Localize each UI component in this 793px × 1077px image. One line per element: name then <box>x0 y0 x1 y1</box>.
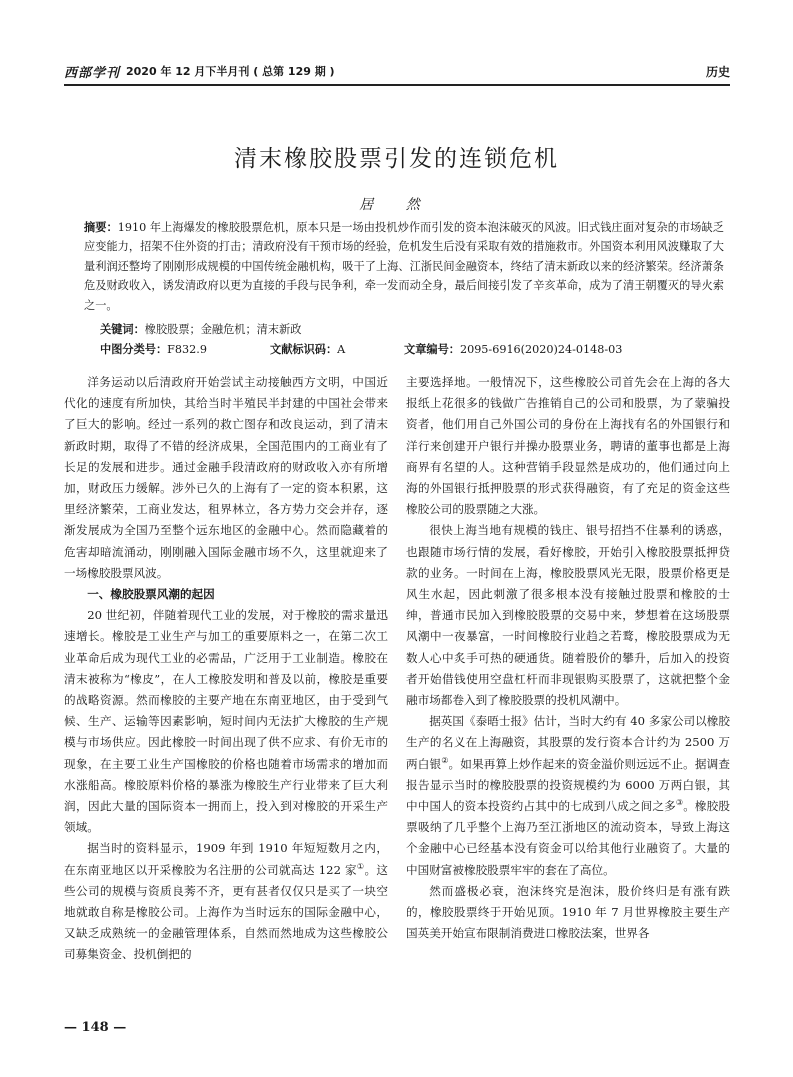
abstract-label: 摘要： <box>84 221 118 234</box>
keywords-label: 关键词： <box>100 323 145 336</box>
article-no-label: 文章编号： <box>404 343 460 356</box>
keywords-text: 橡胶股票；金融危机；清末新政 <box>144 323 302 336</box>
doc-code-label: 文献标识码： <box>270 343 338 356</box>
body-column-right <box>406 372 730 944</box>
article-no-value: 2095-6916(2020)24-0148-03 <box>459 343 623 356</box>
section-label: 历史 <box>705 65 730 79</box>
footnote-marker: ③ <box>675 798 684 808</box>
abstract <box>84 218 724 315</box>
running-header <box>64 58 730 86</box>
abstract-text: 1910 年上海爆发的橡胶股票危机，原本只是一场由投机炒作而引发的资本泡沫破灭的风波。旧式钱庄面对复杂的市场缺乏应变能力，招架不住外资的打击；清政府没有干预市场的经验，危机发生后没有采取有效的措施救市。外国资本利用风波赚取了大量利润还整垮了刚刚形成规模的中国传统金融机构，吸干了上海、江浙民间金融资本，终结了清末新政以来的经济繁荣。经济萧条危及财政收入，诱发清政府以更为直接的手段与民争利，牵一发而动全身，最后间接引发了辛亥革命，成为了清王朝覆灭的导火索之一。 <box>84 221 724 312</box>
keywords <box>100 320 720 339</box>
paragraph: 20 世纪初，伴随着现代工业的发展，对于橡胶的需求量迅速增长。橡胶是工业生产与加工的重要原料之一，在第二次工业革命后成为现代工业的必需品，广泛用于工业制造。橡胶在清末被称为“橡皮”，在人工橡胶发明和普及以前，橡胶是重要的战略资源。然而橡胶的主要产地在东南亚地区，由于受到气候、生产、运输等因素影响，短时间内无法扩大橡胶的生产规模与市场供应。因此橡胶一时间出现了供不应求、有价无市的现象，在主要工业生产国橡胶的价格也随着市场需求的增加而水涨船高。橡胶原料价格的暴涨为橡胶生产行业带来了巨大利润，因此大量的国际资本一拥而上，投入到对橡胶的开采生产领域。 <box>64 608 388 835</box>
paragraph <box>406 711 730 881</box>
issue-info: 2020 年 12 月下半月刊 ( 总第 129 期 ) <box>126 65 335 78</box>
body-column-left <box>64 372 388 966</box>
paragraph-text: 。如果再算上炒作起来的资金溢价则远远不止。据调查报告显示当时的橡胶股票的投资规模约为 6000 万两白银，其中中国人的资本投资约占其中的七成到八成之间之多 <box>406 756 730 814</box>
clc-label: 中图分类号： <box>100 343 168 356</box>
paragraph: 然而盛极必衰，泡沫终究是泡沫，股价终归是有涨有跌的，橡胶股票终于开始见顶。1910 年 7 月世界橡胶主要生产国英美开始宣布限制消费进口橡胶法案，世界各 <box>406 883 730 941</box>
paragraph-text: 据英国《泰晤士报》估计，当时大约有 40 多家公司以橡胶生产的名义在上海融资，其股票的发行资本合计约为 2500 万两白银 <box>406 714 730 771</box>
section-heading: 一、橡胶股票风潮的起因 <box>87 587 215 602</box>
clc-value: F832.9 <box>167 343 207 356</box>
paragraph <box>64 838 388 965</box>
paragraph: 主要选择地。一般情况下，这些橡胶公司首先会在上海的各大报纸上花很多的钱做广告推销自己的公司和股票，为了蒙骗投资者，他们用自己外国公司的身份在上海找有名的外国银行和洋行来创建开户银行并操办股票业务，聘请的董事也都是上海商界有名望的人。这种营销手段显然是成功的，他们通过向上海的外国银行抵押股票的形式获得融资，有了充足的资金这些橡胶公司的股票随之大涨。 <box>406 375 730 517</box>
footnote-marker: ② <box>441 755 449 765</box>
paragraph-text: 据当时的资料显示，1909 年到 1910 年短短数月之内，在东南亚地区以开采橡胶为名注册的公司就高达 122 家 <box>64 841 388 877</box>
clc-code <box>100 340 207 359</box>
article-author: 居 然 <box>359 197 434 213</box>
page-number: — 148 — <box>64 1020 127 1035</box>
paragraph: 洋务运动以后清政府开始尝试主动接触西方文明，中国近代化的速度有所加快，其给当时半殖民半封建的中国社会带来了巨大的影响。经过一系列的救亡图存和改良运动，到了清末新政时期，取得了不错的经济成果，全国范围内的工商业有了长足的发展和进步。通过金融手段清政府的财政收入亦有所增加，财政压力缓解。涉外已久的上海有了一定的资本积累，这里经济繁荣，工商业发达，租界林立，各方势力交会并存，逐渐发展成为全国乃至整个远东地区的金融中心。然而隐藏着的危害却暗流涌动，刚刚融入国际金融市场不久，这里就迎来了一场橡胶股票风波。 <box>64 375 388 580</box>
paragraph-text: 。橡胶股票吸纳了几乎整个上海乃至江浙地区的流动资本，导致上海这个金融中心已经基本没有资金可以给其他行业融资了。大量的中国财富被橡胶股票牢牢的套在了高位。 <box>406 799 730 877</box>
doc-code <box>270 340 345 359</box>
paragraph: 很快上海当地有规模的钱庄、银号招挡不住暴利的诱惑，也跟随市场行情的发展，看好橡胶，开始引入橡胶股票抵押贷款的业务。一时间在上海，橡胶股票风光无限，股票价格更是风生水起，因此刺激了很多根本没有接触过股票和橡胶的士绅，普通市民加入到橡胶股票的交易中来，梦想着在这场股票风潮中一夜暴富，一时间橡胶行业趋之若鹜，橡胶股票成为无数人心中炙手可热的硬通货。随着股价的攀升，后加入的投资者开始借钱使用空盘杠杆而非现银购买股票了，这就把整个金融市场都卷入到了橡胶股票的投机风潮中。 <box>406 523 730 708</box>
doc-code-value: A <box>337 343 346 356</box>
journal-logo: 西部学刊 <box>64 66 121 81</box>
article-number <box>404 340 622 359</box>
paragraph-text: 。这些公司的规模与资质良莠不齐，更有甚者仅仅只是买了一块空地就敢自称是橡胶公司。上海作为当时远东的国际金融中心，又缺乏成熟统一的金融管理体系，自然而然地成为这些橡胶公司募集资金、投机倒把的 <box>64 862 388 962</box>
footnote-marker: ① <box>356 861 365 871</box>
article-title: 清末橡胶股票引发的连锁危机 <box>234 146 559 172</box>
